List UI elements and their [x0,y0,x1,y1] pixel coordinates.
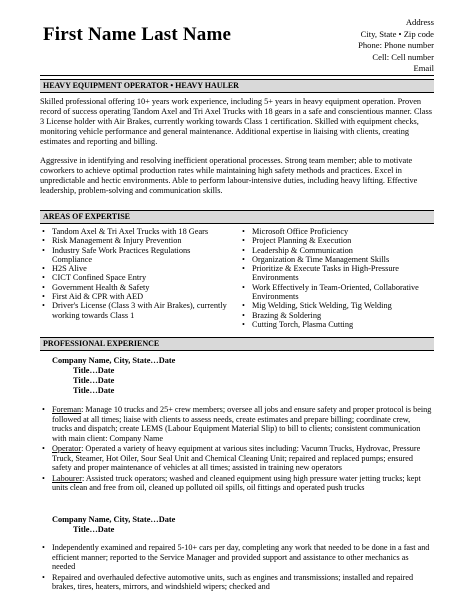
job-1-company: Company Name, City, State…Date [52,356,176,365]
expertise-item: • Prioritize & Execute Tasks in High-Pressure Environments [240,264,434,283]
duty-item: • Independently examined and repaired 5-10+ cars per day, completing any work that needed to be done in a fast and efficient manner; reported to the Service Manager and provided support and assistance to other mechanics as needed [40,543,432,572]
contact-city-state-zip: City, State • Zip code [360,28,434,39]
expertise-item: • Work Effectively in Team-Oriented, Collaborative Environments [240,283,434,302]
contact-phone: Phone: Phone number [358,40,434,51]
job-1-duties [40,405,432,494]
duty-role: Operator [52,444,82,453]
experience-heading: PROFESSIONAL EXPERIENCE [43,339,160,348]
job-1-title: Title…Date [73,376,115,385]
summary-paragraph-2: Aggressive in identifying and resolving inefficient operational processes. Strong team member; able to motivate coworkers to achieve optimal production rates while maintaining high safety methods and practices. Excel in unpredictable and hectic environments. Able to perform labour-intensive duties, including heavy lifting. Effective leadership, problem-solving and communication skills. [40,156,418,195]
expertise-section-bar [40,210,434,224]
duty-item: • Repaired and overhauled defective automotive units, such as engines and transmissions; installed and repaired brakes, tires, heaters, mirrors, and windshield wipers; checked and [40,573,432,592]
expertise-right-list [240,227,434,329]
job-1-title: Title…Date [73,386,115,395]
job-2-company: Company Name, City, State…Date [52,515,176,524]
duty-item [40,405,432,443]
expertise-item: • Government Health & Safety [40,283,230,292]
expertise-left-list [40,227,230,320]
expertise-item: • First Aid & CPR with AED [40,292,230,301]
duty-text: : Manage 10 trucks and 25+ crew members; oversee all jobs and ensure safety and proper protocol is being followed at all times; liaise with clients to assess needs, create estimates and prepare billing; coordinate crew, trucks and dispatch; create LEMS (Labour Equipment Material Slip) to bill to clients; consistent communication with main client: Company Name [52,405,432,443]
contact-address: Address [405,17,434,27]
duty-item [40,474,432,493]
duty-item [40,444,432,473]
expertise-item: • Organization & Time Management Skills [240,255,434,264]
title-bar [40,79,434,93]
expertise-heading: AREAS OF EXPERTISE [43,212,130,221]
contact-block [358,17,434,75]
expertise-item: • Cutting Torch, Plasma Cutting [240,320,434,329]
expertise-item: • Microsoft Office Proficiency [240,227,434,236]
expertise-item: • Mig Welding, Stick Welding, Tig Welding [240,301,434,310]
expertise-item: • Risk Management & Injury Prevention [40,236,230,245]
expertise-item: • H2S Alive [40,264,230,273]
job-title-heading: HEAVY EQUIPMENT OPERATOR • HEAVY HAULER [43,81,239,90]
expertise-item: • Tandom Axel & Tri Axel Trucks with 18 Gears [40,227,230,236]
summary-paragraph-1: Skilled professional offering 10+ years work experience, including 5+ years in heavy equipment operation. Proven record of success operating Tandom Axel and Tri Axel Trucks with 18 gears in a safe and conscientious manner. Class 3 License holder with Air Brakes, currently working towards Class 1 certification. Skilled with equipment checks, monitoring vehicle performance and general maintenance. Additional expertise in liaising with clients, creating estimates and reporting and billing. [40,97,432,146]
job-1-header [52,356,175,396]
contact-cell: Cell: Cell number [372,51,434,62]
expertise-item: • Brazing & Soldering [240,311,434,320]
expertise-item: • Industry Safe Work Practices Regulations Compliance [40,246,230,265]
duty-role: Labourer [52,473,83,483]
expertise-item: • CICT Confined Space Entry [40,273,230,282]
job-1-title: Title…Date [73,366,115,375]
job-2-duties [40,543,432,593]
expertise-item: • Project Planning & Execution [240,236,434,245]
expertise-item: • Leadership & Communication [240,246,434,255]
duty-text: : Assisted truck operators; washed and cleaned equipment using high pressure water jetting trucks; kept units clean and free from oil, cleaned up polluted oil spills, oil fittings and operated push trucks [52,473,421,492]
header-divider [40,75,434,76]
job-2-header [52,515,175,535]
candidate-name: First Name Last Name [43,24,232,45]
contact-email: Email [413,63,434,74]
duty-role: Foreman [52,405,82,414]
expertise-item: • Driver's License (Class 3 with Air Brakes), currently working towards Class 1 [40,301,230,320]
duty-text: : Operated a variety of heavy equipment at various sites including: Vacumn Trucks, Hydrovac, Pressure Truck, Steamer, Hot Oiler, Sour Seal Unit and Chemical Cleaning Unit; repaired and replaced pumps; ensured safety and proper maintenance of vehicles at all times; assisted in training new operators [52,444,421,472]
job-2-title: Title…Date [73,525,115,534]
experience-section-bar [40,337,434,351]
